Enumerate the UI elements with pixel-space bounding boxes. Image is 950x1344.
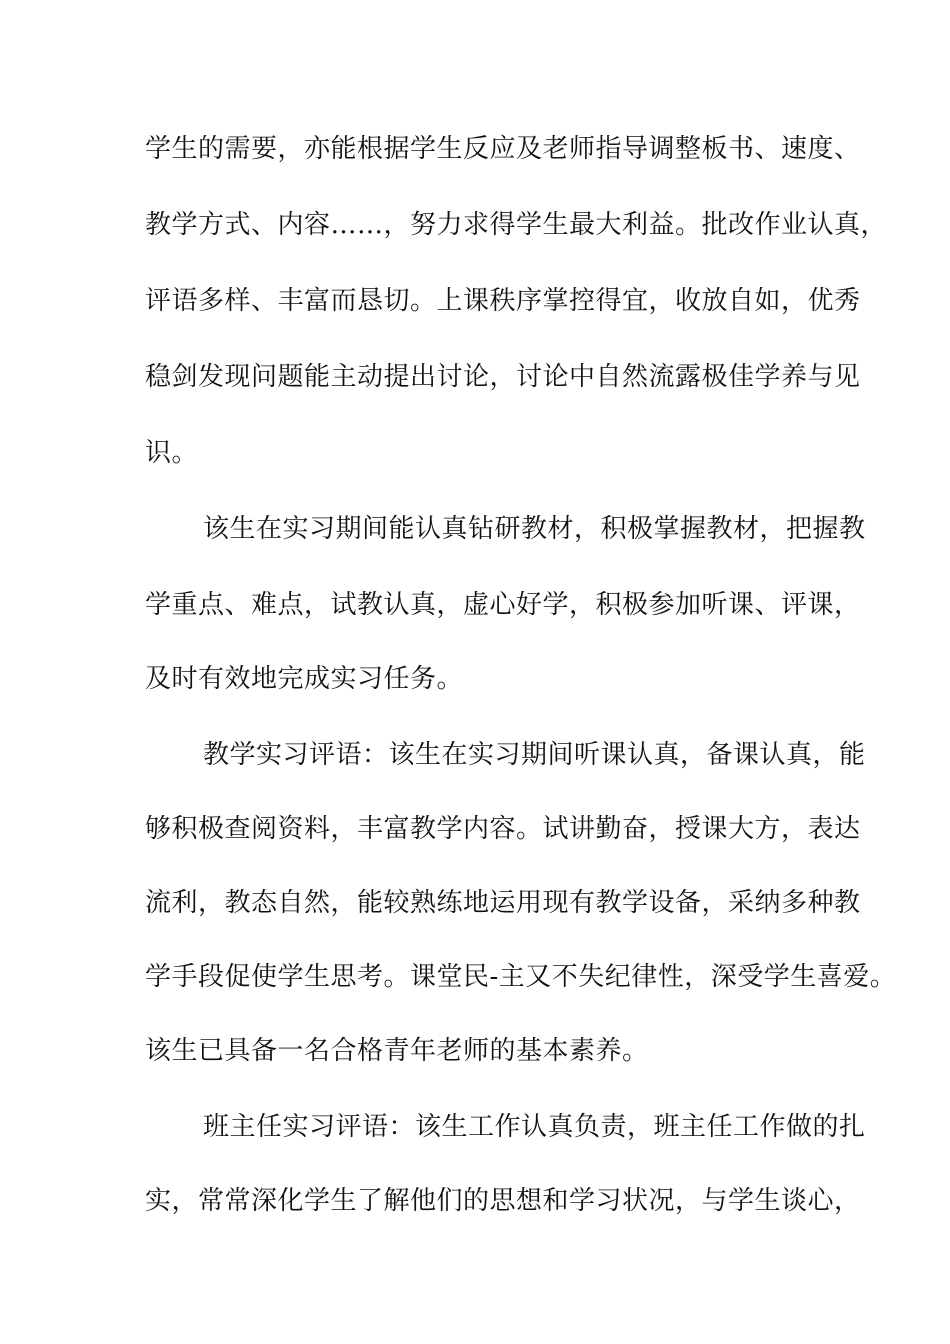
text-line: 够积极查阅资料，丰富教学内容。试讲勤奋，授课大方，表达 [145, 814, 861, 844]
text-line: 及时有效地完成实习任务。 [145, 664, 464, 694]
text-line: 学重点、难点，试教认真，虚心好学，积极参加听课、评课， [145, 590, 861, 620]
paragraph-start-line: 教学实习评语：该生在实习期间听课认真，备课认真，能 [203, 740, 866, 770]
paragraph-start-line: 该生在实习期间能认真钻研教材，积极掌握教材，把握教 [203, 514, 866, 544]
text-line: 稳剑发现问题能主动提出讨论，讨论中自然流露极佳学养与见 [145, 362, 861, 392]
text-line: 学手段促使学生思考。课堂民-主又不失纪律性，深受学生喜爱。 [145, 962, 897, 992]
text-line: 流利，教态自然，能较熟练地运用现有教学设备，采纳多种教 [145, 888, 861, 918]
text-line: 实，常常深化学生了解他们的思想和学习状况，与学生谈心， [145, 1186, 861, 1216]
text-line: 该生已具备一名合格青年老师的基本素养。 [145, 1036, 649, 1066]
text-line: 学生的需要，亦能根据学生反应及老师指导调整板书、速度、 [145, 134, 861, 164]
paragraph-start-line: 班主任实习评语：该生工作认真负责，班主任工作做的扎 [203, 1112, 866, 1142]
text-line: 评语多样、丰富而恳切。上课秩序掌控得宜，收放自如，优秀 [145, 286, 861, 316]
text-line: 教学方式、内容……，努力求得学生最大利益。批改作业认真， [145, 210, 888, 240]
text-line: 识。 [145, 438, 199, 468]
